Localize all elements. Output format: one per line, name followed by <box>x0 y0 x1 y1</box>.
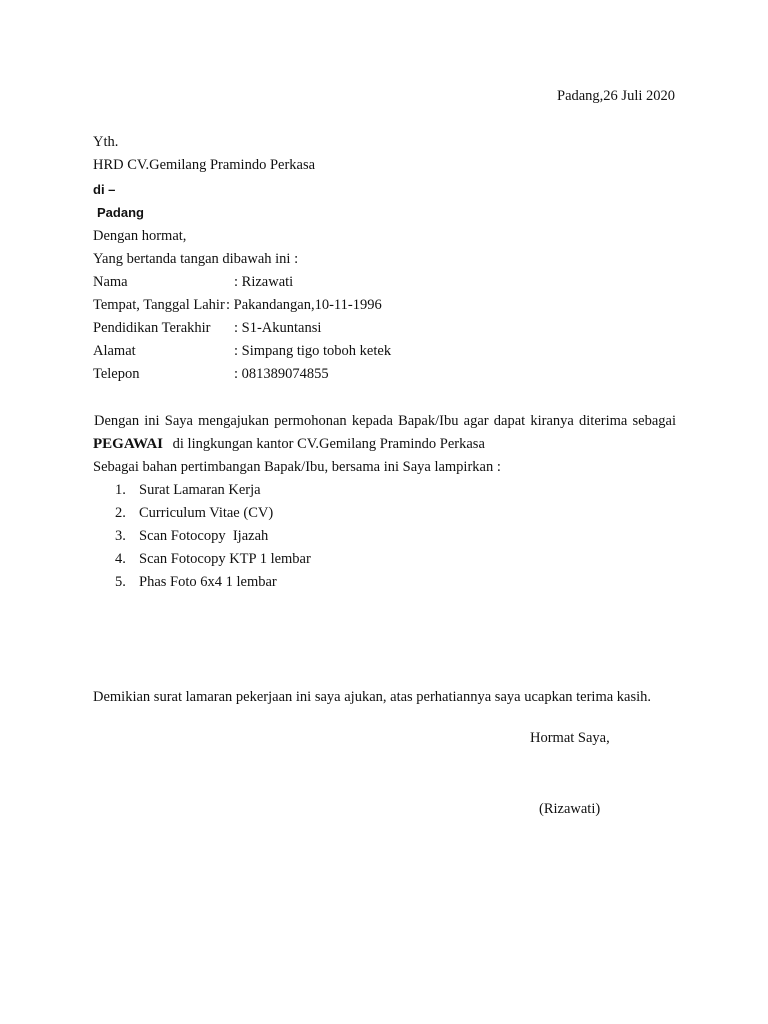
signature-name: (Rizawati) <box>539 801 601 817</box>
closing-sentence: Demikian surat lamaran pekerjaan ini saya ajukan, atas perhatiannya saya ucapkan terima kasih. <box>93 689 652 705</box>
attachment-number: 2. <box>115 505 126 521</box>
regards: Hormat Saya, <box>530 730 610 746</box>
attachment-number: 3. <box>115 528 126 544</box>
field-value: : 081389074855 <box>234 366 329 382</box>
field-value: : Simpang tigo toboh ketek <box>234 343 392 359</box>
attachment-number: 5. <box>115 574 126 590</box>
salutation-to: Yth. <box>93 134 119 150</box>
city: Padang <box>97 205 144 220</box>
di-label: di – <box>93 182 116 197</box>
position-title: PEGAWAI <box>93 436 164 452</box>
field-value: : Pakandangan,10-11-1996 <box>226 297 382 313</box>
letter-date: Padang,26 Juli 2020 <box>557 88 676 104</box>
body-line2-rest: di lingkungan kantor CV.Gemilang Pramindo Perkasa <box>172 436 485 452</box>
field-label: Alamat <box>93 343 136 359</box>
body-paragraph-line1: Dengan ini Saya mengajukan permohonan kepada Bapak/Ibu agar dapat kiranya diterima sebagai <box>94 413 676 429</box>
attachment-number: 4. <box>115 551 126 567</box>
attachment-text: Curriculum Vitae (CV) <box>139 505 274 521</box>
attachments-intro: Sebagai bahan pertimbangan Bapak/Ibu, bersama ini Saya lampirkan : <box>93 459 501 475</box>
attachment-text: Surat Lamaran Kerja <box>139 482 261 498</box>
field-label: Telepon <box>93 366 140 382</box>
field-label: Pendidikan Terakhir <box>93 320 211 336</box>
attachment-number: 1. <box>115 482 126 498</box>
recipient: HRD CV.Gemilang Pramindo Perkasa <box>93 157 316 173</box>
attachment-text: Scan Fotocopy Ijazah <box>139 528 269 544</box>
field-value: : Rizawati <box>234 274 294 290</box>
intro-line: Yang bertanda tangan dibawah ini : <box>93 251 299 267</box>
body-paragraph-line2 <box>93 437 485 452</box>
field-label: Tempat, Tanggal Lahir <box>93 297 225 313</box>
attachment-text: Phas Foto 6x4 1 lembar <box>139 574 277 590</box>
attachment-text: Scan Fotocopy KTP 1 lembar <box>139 551 311 567</box>
greeting: Dengan hormat, <box>93 228 187 244</box>
field-value: : S1-Akuntansi <box>234 320 322 336</box>
field-label: Nama <box>93 274 128 290</box>
